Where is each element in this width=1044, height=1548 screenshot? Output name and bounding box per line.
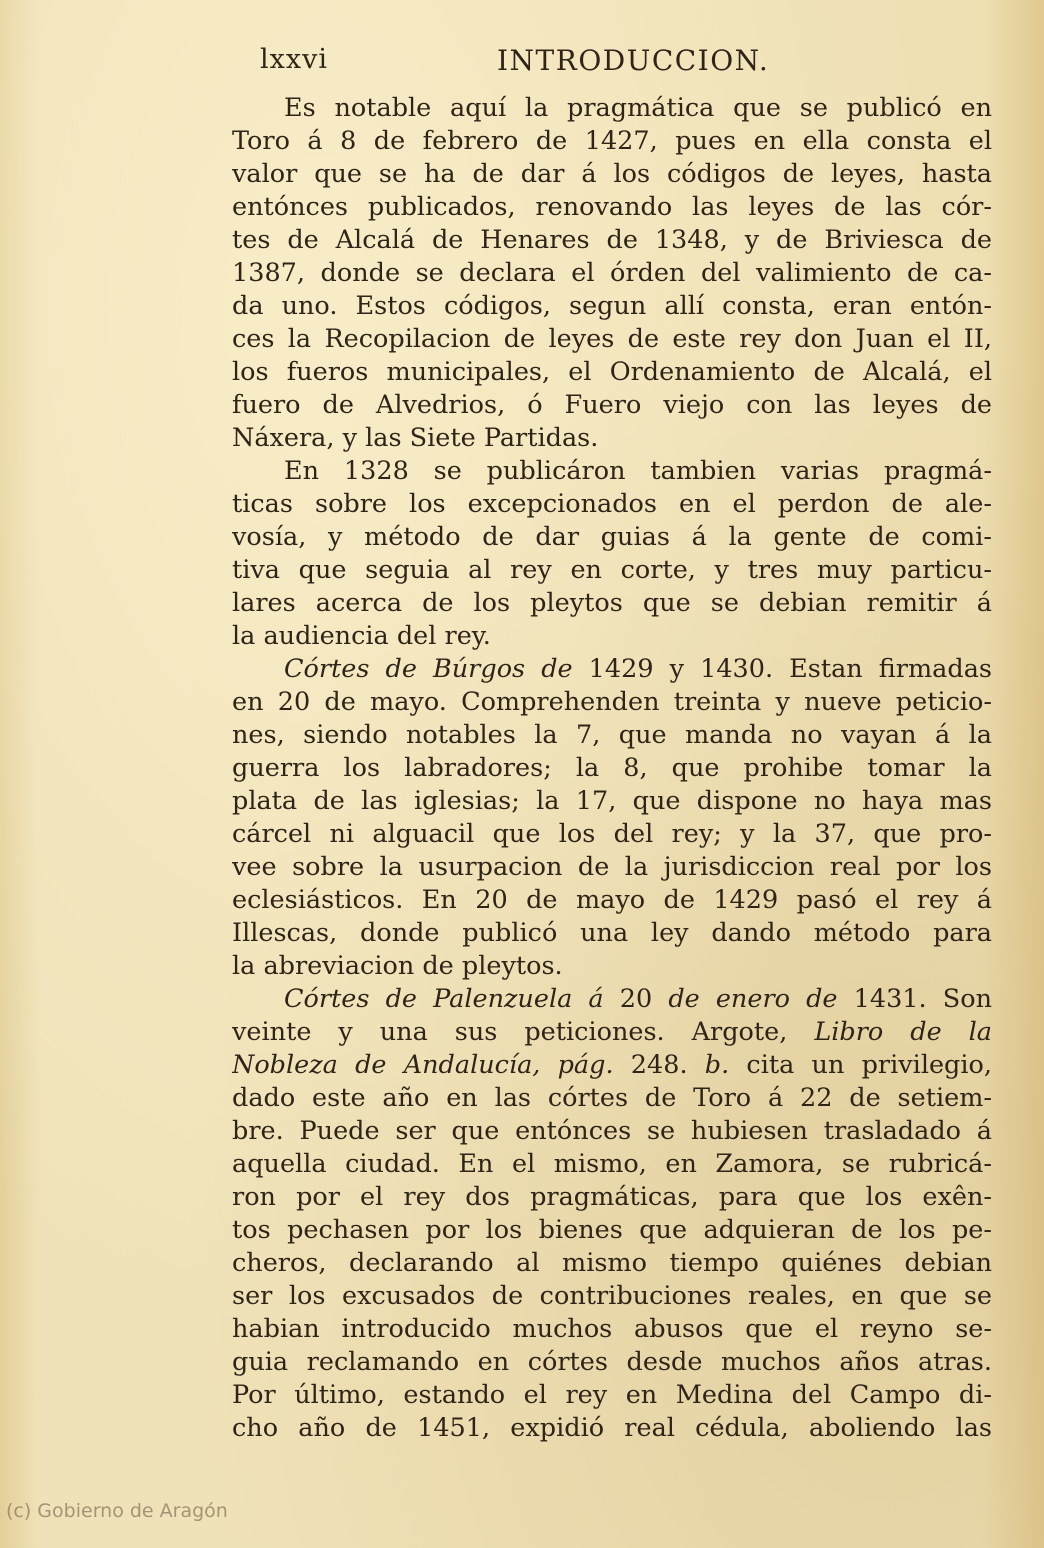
text-line: da uno. Estos códigos, segun allí consta, eran entón- [232,291,992,321]
text-line: guerra los labradores; la 8, que prohibe tomar la [232,753,992,783]
page-header [232,40,792,90]
text-line: eclesiásticos. En 20 de mayo de 1429 pasó el rey á [232,885,992,915]
text-line: lares acerca de los pleytos que se debian remitir á [232,588,992,618]
text-line: 1387, donde se declara el órden del valimiento de ca- [232,258,992,288]
text-line: bre. Puede ser que entónces se hubiesen trasladado á [232,1116,992,1146]
text-line: habian introducido muchos abusos que el reyno se- [232,1314,992,1344]
text-line: en 20 de mayo. Comprehenden treinta y nueve peticio- [232,687,992,717]
text-line: plata de las iglesias; la 17, que dispone no haya mas [232,786,992,816]
text-line: cheros, declarando al mismo tiempo quiénes debian [232,1248,992,1278]
text-line: guia reclamando en córtes desde muchos años atras. [232,1347,992,1377]
text-span: 1429 y 1430. Estan firmadas [572,654,992,684]
text-line: ser los excusados de contribuciones reales, en que se [232,1281,992,1311]
text-line: Es notable aquí la pragmática que se publicó en [284,93,992,123]
running-head: INTRODUCCION. [497,44,770,77]
text-line [232,983,992,1016]
text-span: 248. [613,1050,705,1080]
text-line: aquella ciudad. En el mismo, en Zamora, se rubricá- [232,1149,992,1179]
text-span: 20 [603,984,669,1014]
text-line: Illescas, donde publicó una ley dando método para [232,918,992,948]
text-line: ron por el rey dos pragmáticas, para que los exên- [232,1182,992,1212]
text-line [232,1049,992,1082]
text-span: veinte y una sus peticiones. Argote, [232,1017,815,1047]
italic-text: de enero de [668,984,838,1014]
text-span: cita un privilegio, [729,1050,992,1080]
text-line: tes de Alcalá de Henares de 1348, y de Briviesca de [232,225,992,255]
text-line: Por último, estando el rey en Medina del Campo di- [232,1380,992,1410]
italic-title: Libro de la [814,1017,992,1047]
italic-text: b. [704,1050,730,1080]
text-line: En 1328 se publicáron tambien varias pragmá- [284,456,992,486]
text-line [232,653,992,686]
body-text [232,92,992,1445]
text-line: ces la Recopilacion de leyes de este rey don Juan el II, [232,324,992,354]
text-line: vee sobre la usurpacion de la jurisdiccion real por los [232,852,992,882]
text-line: entónces publicados, renovando las leyes de las cór- [232,192,992,222]
text-line: vosía, y método de dar guias á la gente de comi- [232,522,992,552]
text-line: Náxera, y las Siete Partidas. [232,423,599,453]
text-line: fuero de Alvedrios, ó Fuero viejo con las leyes de [232,390,992,420]
text-line: valor que se ha de dar á los códigos de leyes, hasta [232,159,992,189]
text-line: dado este año en las córtes de Toro á 22 de setiem- [232,1083,992,1113]
text-line: la abreviacion de pleytos. [232,951,563,981]
folio-number: lxxvi [260,44,328,75]
text-line: los fueros municipales, el Ordenamiento de Alcalá, el [232,357,992,387]
text-line: cho año de 1451, expidió real cédula, aboliendo las [232,1413,992,1443]
text-line: nes, siendo notables la 7, que manda no vayan á la [232,720,992,750]
copyright-watermark: (c) Gobierno de Aragón [6,1500,228,1522]
text-line: tiva que seguia al rey en corte, y tres muy particu- [232,555,992,585]
text-line: la audiencia del rey. [232,621,491,651]
text-line: ticas sobre los excepcionados en el perdon de ale- [232,489,992,519]
text-line: cárcel ni alguacil que los del rey; y la 37, que pro- [232,819,992,849]
italic-title: Nobleza de Andalucía, pág. [232,1050,614,1080]
text-line: tos pechasen por los bienes que adquieran de los pe- [232,1215,992,1245]
italic-title: Córtes de Búrgos de [284,654,573,684]
italic-title: Córtes de Palenzuela á [284,984,604,1014]
text-span: 1431. Son [837,984,992,1014]
text-line: Toro á 8 de febrero de 1427, pues en ella consta el [232,126,992,156]
text-line [232,1016,992,1049]
